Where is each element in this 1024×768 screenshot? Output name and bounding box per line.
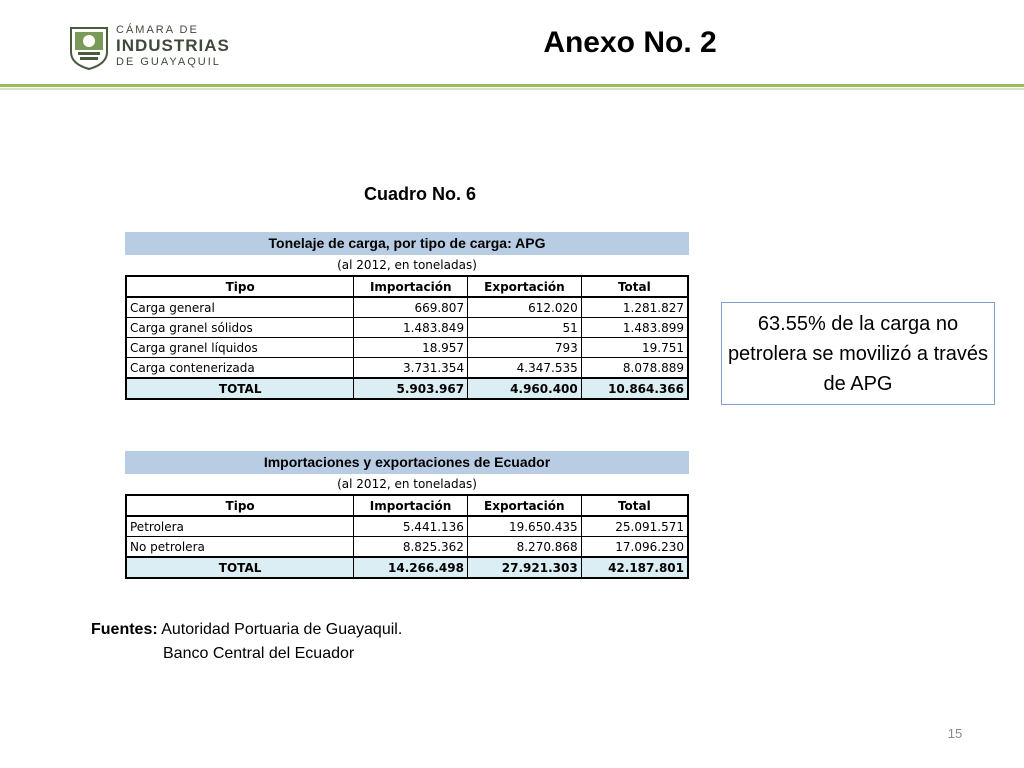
- cell-exportacion: 4.347.535: [468, 358, 582, 379]
- table-row: [126, 537, 688, 558]
- cell-total: 17.096.230: [581, 537, 688, 558]
- cell-total-exportacion: 27.921.303: [467, 557, 581, 578]
- cell-importacion: 18.957: [354, 338, 468, 358]
- source-line-2: Banco Central del Ecuador: [163, 645, 355, 662]
- logo-text: [116, 24, 230, 68]
- cuadro-label: Cuadro No. 6: [363, 184, 476, 204]
- cell-total-importacion: 5.903.967: [354, 378, 468, 399]
- cell-tipo: Carga granel sólidos: [126, 318, 354, 338]
- data-table: [125, 275, 689, 400]
- table-row: [126, 297, 688, 318]
- cell-total: 25.091.571: [581, 516, 688, 537]
- table-total-row: [126, 378, 688, 399]
- table-total-row: [126, 557, 688, 578]
- column-header: Tipo: [126, 276, 354, 297]
- column-header: Importación: [354, 495, 468, 516]
- cell-importacion: 8.825.362: [354, 537, 468, 558]
- cell-total: 8.078.889: [581, 358, 688, 379]
- table-ecuador-trade: [125, 451, 689, 579]
- cell-importacion: 3.731.354: [354, 358, 468, 379]
- cell-exportacion: 8.270.868: [467, 537, 581, 558]
- cell-total-importacion: 14.266.498: [354, 557, 468, 578]
- cell-total-label: TOTAL: [126, 378, 354, 399]
- callout-box: 63.55% de la carga no petrolera se movilizó a través de APG: [721, 302, 995, 405]
- logo-line-3: DE GUAYAQUIL: [116, 56, 221, 68]
- data-table: [125, 494, 689, 579]
- logo-line-2: INDUSTRIAS: [116, 36, 230, 55]
- column-header: Exportación: [467, 495, 581, 516]
- cell-total: 1.483.899: [581, 318, 688, 338]
- sources-label: Fuentes:: [91, 621, 158, 638]
- cell-tipo: Carga granel líquidos: [126, 338, 354, 358]
- table-title: Importaciones y exportaciones de Ecuador: [125, 451, 689, 474]
- cell-total-exportacion: 4.960.400: [468, 378, 582, 399]
- page-title: Anexo No. 2: [543, 26, 717, 59]
- logo: [68, 24, 238, 74]
- cell-exportacion: 19.650.435: [467, 516, 581, 537]
- cell-importacion: 669.807: [354, 297, 468, 318]
- table-subtitle: (al 2012, en toneladas): [337, 477, 477, 491]
- header-divider: [0, 84, 1024, 87]
- column-header: Total: [581, 495, 688, 516]
- cell-total: 19.751: [581, 338, 688, 358]
- cell-total-total: 42.187.801: [581, 557, 688, 578]
- chamber-emblem-icon: [68, 24, 110, 70]
- cell-tipo: Carga contenerizada: [126, 358, 354, 379]
- cell-importacion: 1.483.849: [354, 318, 468, 338]
- table-header-row: [126, 276, 688, 297]
- cell-exportacion: 793: [468, 338, 582, 358]
- cell-tipo: Petrolera: [126, 516, 354, 537]
- table-row: [126, 318, 688, 338]
- table-row: [126, 358, 688, 379]
- cell-tipo: No petrolera: [126, 537, 354, 558]
- column-header: Exportación: [468, 276, 582, 297]
- table-row: [126, 338, 688, 358]
- table-header-row: [126, 495, 688, 516]
- cell-exportacion: 51: [468, 318, 582, 338]
- header-divider-light: [0, 88, 1024, 90]
- table-apg-tonnage: [125, 232, 689, 400]
- column-header: Tipo: [126, 495, 354, 516]
- page-number: 15: [947, 726, 963, 741]
- cell-total-total: 10.864.366: [581, 378, 688, 399]
- column-header: Total: [581, 276, 688, 297]
- cell-importacion: 5.441.136: [354, 516, 468, 537]
- sources: [91, 618, 402, 666]
- source-line-1: Autoridad Portuaria de Guayaquil.: [161, 621, 403, 638]
- cell-total: 1.281.827: [581, 297, 688, 318]
- cell-total-label: TOTAL: [126, 557, 354, 578]
- column-header: Importación: [354, 276, 468, 297]
- cell-exportacion: 612.020: [468, 297, 582, 318]
- logo-line-1: CÁMARA DE: [116, 24, 199, 36]
- cell-tipo: Carga general: [126, 297, 354, 318]
- table-row: [126, 516, 688, 537]
- table-subtitle: (al 2012, en toneladas): [337, 258, 477, 272]
- table-title: Tonelaje de carga, por tipo de carga: APG: [125, 232, 689, 255]
